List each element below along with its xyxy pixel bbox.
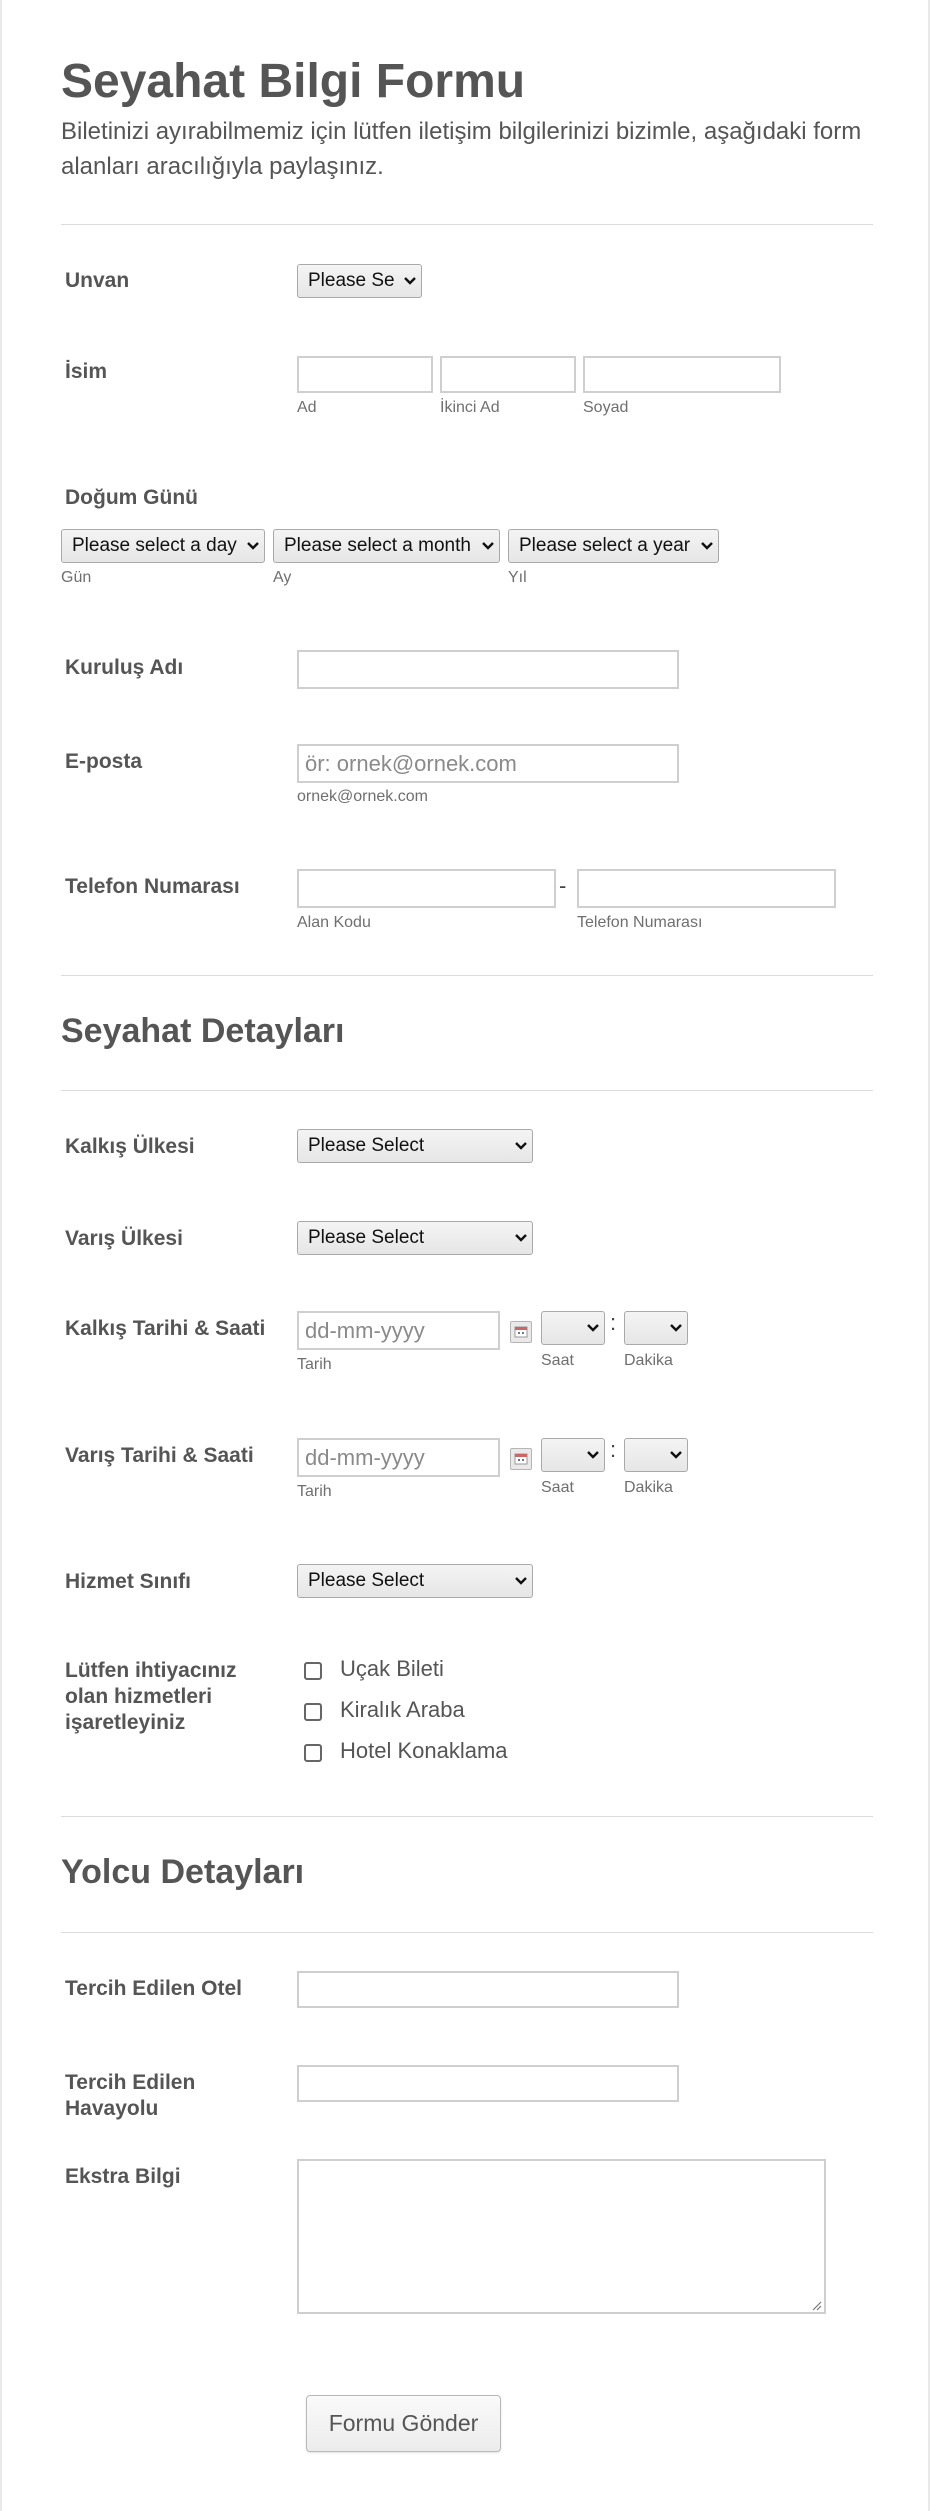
first-name-input[interactable] bbox=[297, 356, 433, 393]
departure-date-sublabel: Tarih bbox=[297, 1356, 332, 1373]
departure-country-select[interactable] bbox=[297, 1129, 533, 1163]
service-checkbox[interactable] bbox=[304, 1703, 322, 1721]
phone-label: Telefon Numarası bbox=[65, 875, 240, 898]
arrival-hour-select[interactable] bbox=[541, 1438, 605, 1472]
time-separator: : bbox=[610, 1437, 617, 1462]
extra-info-textarea[interactable] bbox=[297, 2159, 826, 2314]
departure-minute-select[interactable] bbox=[624, 1311, 688, 1345]
arrival-country-value: Please Select bbox=[308, 1227, 425, 1248]
arrival-minute-sublabel: Dakika bbox=[624, 1479, 673, 1496]
org-label: Kuruluş Adı bbox=[65, 656, 184, 679]
area-code-sublabel: Alan Kodu bbox=[297, 914, 371, 931]
service-class-value: Please Select bbox=[308, 1570, 425, 1591]
chevron-down-icon bbox=[399, 265, 421, 297]
passenger-section-title: Yolcu Detayları bbox=[61, 1853, 305, 1891]
departure-datetime-label: Kalkış Tarihi & Saati bbox=[65, 1317, 266, 1340]
title-select[interactable] bbox=[297, 264, 422, 298]
chevron-down-icon bbox=[665, 1312, 687, 1344]
title-select-value: Please Se bbox=[308, 270, 395, 291]
birth-month-sublabel: Ay bbox=[273, 569, 292, 586]
section-divider bbox=[61, 1932, 873, 1933]
arrival-date-sublabel: Tarih bbox=[297, 1483, 332, 1500]
phone-separator: - bbox=[559, 873, 567, 898]
chevron-down-icon bbox=[696, 530, 718, 562]
services-label: Lütfen ihtiyacınız olan hizmetleri işaretleyiniz bbox=[65, 1659, 237, 1734]
middle-name-input[interactable] bbox=[440, 356, 576, 393]
form-title: Seyahat Bilgi Formu bbox=[61, 55, 526, 108]
form-subtitle: Biletinizi ayırabilmemiz için lütfen iletişim bilgilerinizi bizimle, aşağıdaki form alanları aracılığıyla paylaşınız. bbox=[61, 118, 862, 180]
arrival-minute-select[interactable] bbox=[624, 1438, 688, 1472]
section-divider bbox=[61, 1816, 873, 1817]
chevron-down-icon bbox=[510, 1130, 532, 1162]
birth-day-sublabel: Gün bbox=[61, 569, 92, 586]
chevron-down-icon bbox=[582, 1312, 604, 1344]
org-input[interactable] bbox=[297, 650, 679, 689]
resize-grip-icon[interactable] bbox=[810, 2298, 822, 2310]
airline-label: Tercih Edilen Havayolu bbox=[65, 2071, 196, 2120]
last-name-sublabel: Soyad bbox=[583, 399, 629, 416]
email-input[interactable] bbox=[297, 744, 679, 783]
submit-button[interactable]: Formu Gönder bbox=[306, 2395, 501, 2452]
phone-number-sublabel: Telefon Numarası bbox=[577, 914, 703, 931]
airline-input[interactable] bbox=[297, 2065, 679, 2102]
arrival-date-placeholder: dd-mm-yyyy bbox=[305, 1444, 425, 1470]
arrival-hour-sublabel: Saat bbox=[541, 1479, 574, 1496]
departure-date-placeholder: dd-mm-yyyy bbox=[305, 1317, 425, 1343]
birth-month-value: Please select a month bbox=[284, 535, 471, 556]
departure-country-label: Kalkış Ülkesi bbox=[65, 1135, 195, 1158]
departure-country-value: Please Select bbox=[308, 1135, 425, 1156]
extra-info-label: Ekstra Bilgi bbox=[65, 2165, 181, 2188]
service-option-label[interactable]: Uçak Bileti bbox=[340, 1656, 444, 1681]
service-checkbox[interactable] bbox=[304, 1744, 322, 1762]
first-name-sublabel: Ad bbox=[297, 399, 317, 416]
birth-day-value: Please select a day bbox=[72, 535, 237, 556]
arrival-country-label: Varış Ülkesi bbox=[65, 1227, 183, 1250]
service-option-label[interactable]: Kiralık Araba bbox=[340, 1697, 465, 1722]
departure-hour-sublabel: Saat bbox=[541, 1352, 574, 1369]
chevron-down-icon bbox=[665, 1439, 687, 1471]
departure-date-input[interactable] bbox=[297, 1311, 500, 1350]
middle-name-sublabel: İkinci Ad bbox=[440, 399, 500, 416]
birth-year-sublabel: Yıl bbox=[508, 569, 527, 586]
birth-month-select[interactable] bbox=[273, 529, 500, 563]
arrival-country-select[interactable] bbox=[297, 1221, 533, 1255]
arrival-date-input[interactable] bbox=[297, 1438, 500, 1477]
departure-minute-sublabel: Dakika bbox=[624, 1352, 673, 1369]
birth-year-value: Please select a year bbox=[519, 535, 691, 556]
header-divider bbox=[61, 224, 873, 225]
birth-year-select[interactable] bbox=[508, 529, 719, 563]
travel-section-title: Seyahat Detayları bbox=[61, 1012, 345, 1050]
email-sublabel: ornek@ornek.com bbox=[297, 788, 428, 805]
service-class-label: Hizmet Sınıfı bbox=[65, 1570, 192, 1593]
calendar-icon[interactable] bbox=[510, 1321, 532, 1343]
chevron-down-icon bbox=[242, 530, 264, 562]
service-class-select[interactable] bbox=[297, 1564, 533, 1598]
area-code-input[interactable] bbox=[297, 869, 556, 908]
calendar-icon[interactable] bbox=[510, 1448, 532, 1470]
title-label: Unvan bbox=[65, 269, 130, 292]
arrival-datetime-label: Varış Tarihi & Saati bbox=[65, 1444, 254, 1467]
chevron-down-icon bbox=[510, 1222, 532, 1254]
service-option-label[interactable]: Hotel Konaklama bbox=[340, 1738, 508, 1763]
phone-number-input[interactable] bbox=[577, 869, 836, 908]
form-page bbox=[2, 0, 928, 2511]
section-divider bbox=[61, 975, 873, 976]
birth-day-select[interactable] bbox=[61, 529, 265, 563]
service-checkbox[interactable] bbox=[304, 1662, 322, 1680]
chevron-down-icon bbox=[510, 1565, 532, 1597]
last-name-input[interactable] bbox=[583, 356, 781, 393]
chevron-down-icon bbox=[582, 1439, 604, 1471]
departure-hour-select[interactable] bbox=[541, 1311, 605, 1345]
email-placeholder: ör: ornek@ornek.com bbox=[305, 750, 517, 776]
email-label: E-posta bbox=[65, 750, 143, 773]
name-label: İsim bbox=[65, 360, 108, 383]
hotel-input[interactable] bbox=[297, 1971, 679, 2008]
time-separator: : bbox=[610, 1310, 617, 1335]
birthday-label: Doğum Günü bbox=[65, 486, 198, 509]
hotel-label: Tercih Edilen Otel bbox=[65, 1977, 242, 2000]
section-divider bbox=[61, 1090, 873, 1091]
chevron-down-icon bbox=[477, 530, 499, 562]
